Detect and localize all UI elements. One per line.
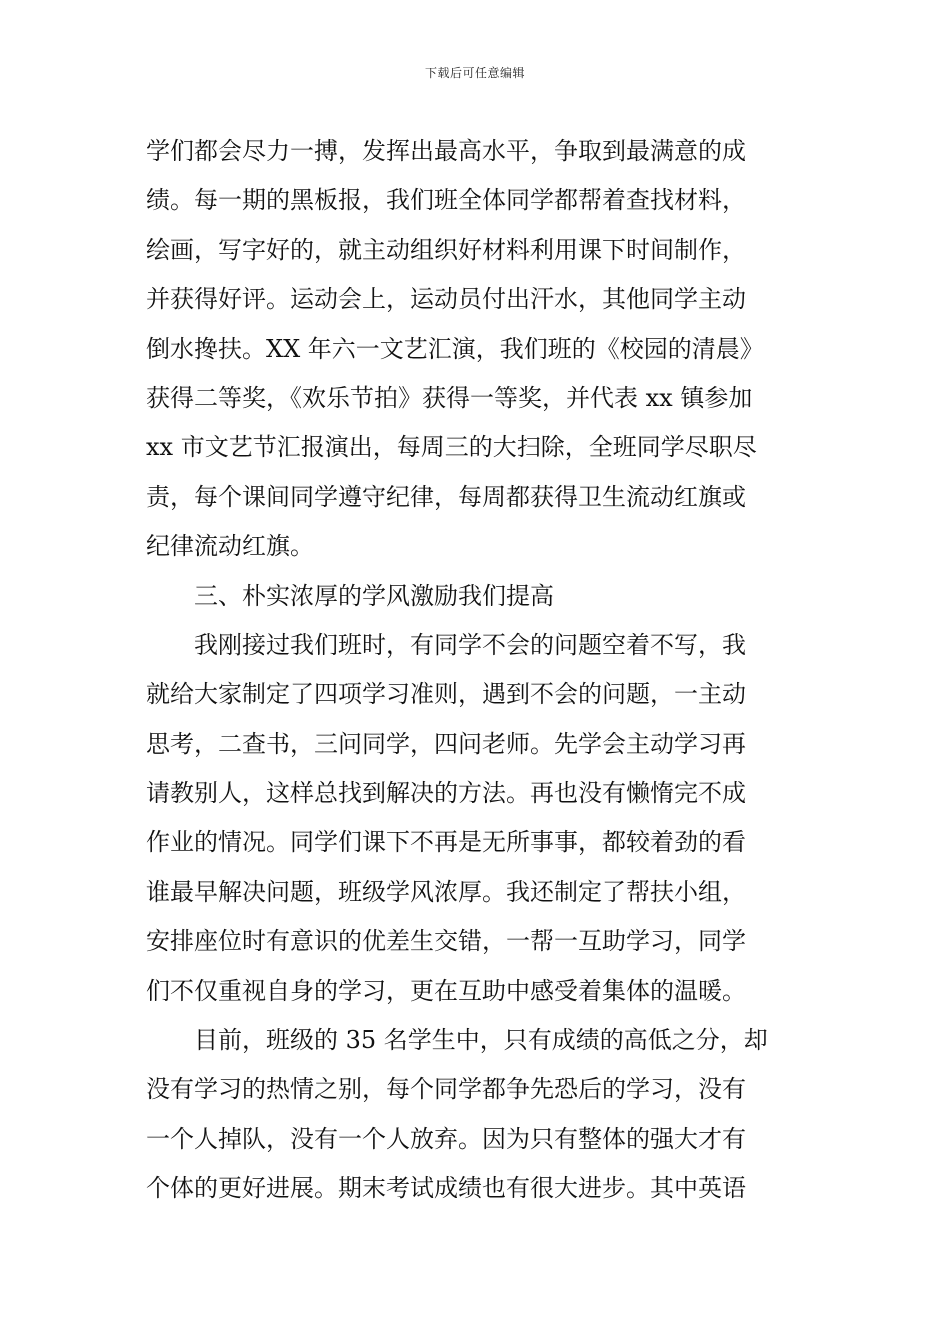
text-line: 请教别人，这样总找到解决的方法。再也没有懒惰完不成 (146, 779, 746, 808)
text-line: 纪律流动红旗。 (146, 532, 314, 561)
text-line: 安排座位时有意识的优差生交错，一帮一互助学习，同学 (146, 927, 746, 956)
text-line: 就给大家制定了四项学习准则，遇到不会的问题，一主动 (146, 680, 746, 709)
text-line: 倒水搀扶。XX 年六一文艺汇演，我们班的《校园的清晨》 (146, 334, 764, 363)
text-line: 作业的情况。同学们课下不再是无所事事，都较着劲的看 (146, 828, 746, 857)
text-line: 目前，班级的 35 名学生中，只有成绩的高低之分，却 (194, 1026, 768, 1055)
page-header: 下载后可任意编辑 (424, 66, 525, 80)
text-line: 学们都会尽力一搏，发挥出最高水平，争取到最满意的成 (146, 137, 746, 165)
text-line: 们不仅重视自身的学习，更在互助中感受着集体的温暖。 (146, 976, 746, 1005)
document-body (146, 127, 818, 1214)
text-line: xx 市文艺节汇报演出，每周三的大扫除，全班同学尽职尽 (146, 433, 757, 462)
text-line: 三、朴实浓厚的学风激励我们提高 (194, 581, 554, 610)
text-line: 绩。每一期的黑板报，我们班全体同学都帮着查找材料， (146, 186, 746, 215)
text-line: 个体的更好进展。期末考试成绩也有很大进步。其中英语 (146, 1174, 746, 1203)
text-line: 一个人掉队，没有一个人放弃。因为只有整体的强大才有 (146, 1124, 746, 1153)
text-line: 我刚接过我们班时，有同学不会的问题空着不写，我 (194, 630, 746, 659)
text-line: 获得二等奖，《欢乐节拍》获得一等奖，并代表 xx 镇参加 (146, 383, 753, 412)
text-line: 思考，二查书，三问同学，四问老师。先学会主动学习再 (146, 729, 746, 758)
text-line: 责，每个课间同学遵守纪律，每周都获得卫生流动红旗或 (146, 482, 746, 511)
text-line: 没有学习的热情之别，每个同学都争先恐后的学习，没有 (146, 1075, 746, 1104)
text-line: 并获得好评。运动会上，运动员付出汗水，其他同学主动 (146, 285, 746, 314)
text-line: 绘画，写字好的，就主动组织好材料利用课下时间制作， (146, 235, 746, 264)
text-line: 谁最早解决问题，班级学风浓厚。我还制定了帮扶小组， (146, 877, 746, 906)
